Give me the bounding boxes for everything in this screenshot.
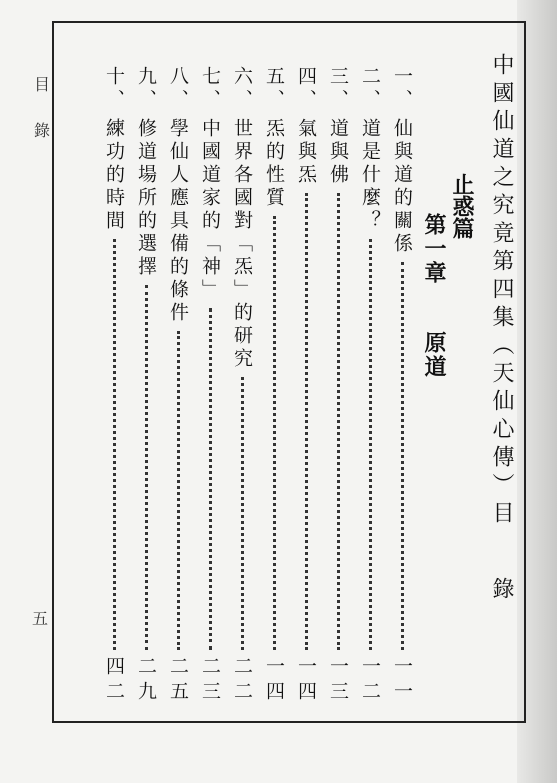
leader-dots [145, 285, 148, 650]
entry-number: 五、 [263, 66, 285, 112]
entry-number: 六、 [231, 66, 253, 112]
margin-label-mu: 目 [34, 75, 51, 94]
entry-title: 炁的性質 [263, 118, 285, 210]
entry-page: 一一 [391, 656, 413, 706]
leader-dots [177, 331, 180, 650]
leader-dots [273, 216, 276, 650]
entry-title: 仙與道的關係 [391, 118, 413, 256]
entry-title: 修道場所的選擇 [135, 118, 157, 279]
toc-entry[interactable] [132, 66, 160, 706]
entry-title: 道是什麼？ [359, 118, 381, 233]
toc-entry[interactable] [324, 66, 352, 706]
toc-entry[interactable] [100, 66, 128, 706]
book-title-end: 錄 [489, 577, 514, 605]
entry-page: 一四 [263, 656, 285, 706]
entry-title: 道與佛 [327, 118, 349, 187]
toc-frame [52, 21, 526, 723]
entry-title: 學仙人應具備的條件 [167, 118, 189, 325]
toc-entry[interactable] [356, 66, 384, 706]
entry-number: 三、 [327, 66, 349, 112]
leader-dots [369, 239, 372, 650]
entry-page: 二二 [231, 656, 253, 706]
entry-number: 九、 [135, 66, 157, 112]
chapter-label: 第一章 [421, 213, 447, 285]
entry-page: 一四 [295, 656, 317, 706]
leader-dots [401, 262, 404, 650]
entry-page: 四二 [103, 656, 125, 706]
toc-entry[interactable] [196, 66, 224, 706]
toc-entry[interactable] [292, 66, 320, 706]
toc-entry[interactable] [164, 66, 192, 706]
entry-page: 二三 [199, 656, 221, 706]
entry-number: 七、 [199, 66, 221, 112]
leader-dots [305, 193, 308, 650]
toc-entry[interactable] [228, 66, 256, 706]
leader-dots [241, 377, 244, 650]
margin-label-lu: 錄 [34, 121, 51, 140]
page-number: 五 [32, 609, 49, 628]
chapter-heading [419, 213, 450, 379]
entry-title: 練功的時間 [103, 118, 125, 233]
entry-title: 中國道家的「神」 [199, 118, 221, 302]
toc-entry[interactable] [260, 66, 288, 706]
entry-number: 二、 [359, 66, 381, 112]
entry-number: 八、 [167, 66, 189, 112]
entry-page: 一二 [359, 656, 381, 706]
entry-page: 二五 [167, 656, 189, 706]
chapter-name: 原道 [421, 331, 447, 379]
leader-dots [337, 193, 340, 650]
leader-dots [113, 239, 116, 650]
entry-page: 二九 [135, 656, 157, 706]
section-title: 止惑篇 [449, 173, 475, 239]
leader-dots [209, 308, 212, 650]
entry-number: 十、 [103, 66, 125, 112]
entry-title: 氣與炁 [295, 118, 317, 187]
book-title-main: 中國仙道之究竟第四集（天仙心傳）目 [489, 53, 514, 529]
book-title [486, 53, 517, 605]
entry-title: 世界各國對「炁」的研究 [231, 118, 253, 371]
entry-number: 一、 [391, 66, 413, 112]
toc-entry[interactable] [388, 66, 416, 706]
entry-page: 一三 [327, 656, 349, 706]
entry-number: 四、 [295, 66, 317, 112]
